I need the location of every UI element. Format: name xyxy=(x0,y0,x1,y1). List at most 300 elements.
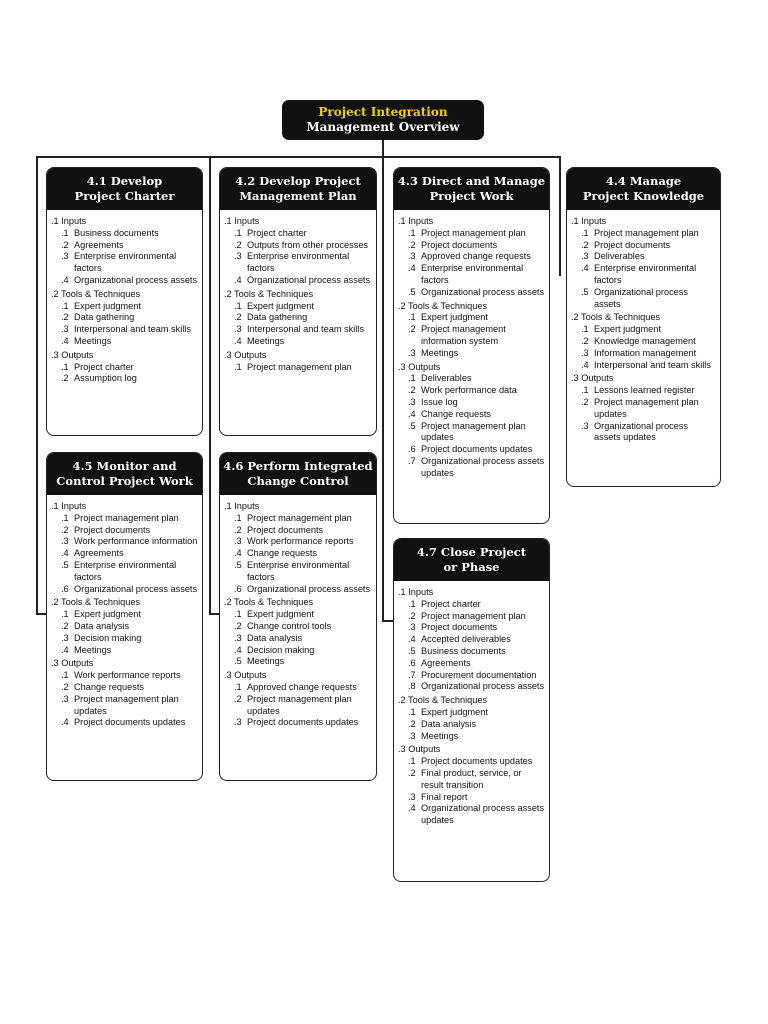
list-item xyxy=(224,536,372,548)
item-text: Change requests xyxy=(421,408,491,419)
list-item xyxy=(398,228,545,240)
list-item xyxy=(398,421,545,445)
item-number: .3 xyxy=(408,251,416,262)
list-item xyxy=(51,645,198,657)
item-number: .4 xyxy=(581,263,589,274)
section-label: .1 Inputs xyxy=(398,216,434,226)
list-item xyxy=(224,548,372,560)
item-number: .1 xyxy=(234,227,242,238)
item-number: .2 xyxy=(408,610,416,621)
item-text: Project documents updates xyxy=(421,444,533,455)
process-section xyxy=(51,216,198,287)
process-header xyxy=(47,168,202,210)
list-item xyxy=(224,336,372,348)
item-number: .6 xyxy=(408,444,416,455)
item-text: Enterprise environmental factors xyxy=(247,559,350,582)
process-section xyxy=(398,587,545,693)
item-number: .4 xyxy=(61,548,69,559)
item-number: .3 xyxy=(61,632,69,643)
list-item xyxy=(51,682,198,694)
item-number: .2 xyxy=(581,396,589,407)
item-text: Project management plan xyxy=(247,361,352,372)
list-item xyxy=(224,513,372,525)
process-section xyxy=(224,501,372,595)
item-number: .6 xyxy=(408,657,416,668)
process-card-4-4 xyxy=(566,167,721,487)
item-number: .5 xyxy=(234,656,242,667)
process-section xyxy=(224,216,372,287)
item-text: Organizational process assets xyxy=(74,583,198,594)
list-item xyxy=(571,240,716,252)
item-text: Organizational process assets xyxy=(594,286,688,309)
list-item xyxy=(51,536,198,548)
item-text: Expert judgment xyxy=(421,312,488,323)
item-number: .4 xyxy=(408,408,416,419)
item-text: Approved change requests xyxy=(421,251,531,262)
section-label: .1 Inputs xyxy=(398,587,434,597)
item-text: Project documents xyxy=(421,239,498,250)
item-number: .1 xyxy=(234,609,242,620)
list-item xyxy=(398,792,545,804)
item-number: .2 xyxy=(581,239,589,250)
item-text: Meetings xyxy=(247,335,285,346)
list-item xyxy=(398,756,545,768)
process-title-line: 4.3 Direct and Manage xyxy=(397,174,546,188)
item-number: .4 xyxy=(234,335,242,346)
item-text: Final report xyxy=(421,791,468,802)
section-label: .3 Outputs xyxy=(51,658,94,669)
connector-center-trunk xyxy=(382,156,384,621)
item-number: .1 xyxy=(234,512,242,523)
item-number: .2 xyxy=(234,693,242,704)
list-item xyxy=(398,707,545,719)
item-number: .3 xyxy=(61,324,69,335)
process-section xyxy=(51,597,198,656)
process-title-line: 4.2 Develop Project xyxy=(235,174,361,188)
item-text: Organizational process assets xyxy=(74,274,198,285)
item-number: .2 xyxy=(61,620,69,631)
item-text: Enterprise environmental factors xyxy=(74,559,177,582)
list-item xyxy=(571,421,716,445)
item-number: .3 xyxy=(408,347,416,358)
item-number: .1 xyxy=(408,598,416,609)
list-item xyxy=(398,263,545,287)
process-header xyxy=(394,539,549,581)
process-section xyxy=(51,658,198,729)
item-text: Organizational process assets xyxy=(421,681,545,692)
list-item xyxy=(51,336,198,348)
title-line-1: Project Integration xyxy=(318,105,448,119)
item-text: Decision making xyxy=(247,644,315,655)
list-item xyxy=(398,385,545,397)
item-number: .2 xyxy=(408,385,416,396)
item-text: Data analysis xyxy=(421,718,477,729)
process-section xyxy=(398,301,545,360)
connector-horizontal-bar xyxy=(36,156,560,158)
process-title-line: 4.4 Manage xyxy=(605,174,682,188)
section-label: .1 Inputs xyxy=(51,216,87,226)
list-item xyxy=(51,373,198,385)
item-text: Project management plan updates xyxy=(247,693,352,716)
list-item xyxy=(398,622,545,634)
item-number: .1 xyxy=(581,324,589,335)
item-number: .8 xyxy=(408,681,416,692)
item-text: Project charter xyxy=(247,227,307,238)
item-number: .2 xyxy=(581,335,589,346)
item-text: Issue log xyxy=(421,396,458,407)
item-text: Meetings xyxy=(421,347,459,358)
item-text: Business documents xyxy=(421,645,506,656)
item-number: .5 xyxy=(234,559,242,570)
process-title-line: 4.5 Monitor and xyxy=(72,459,177,473)
process-card-4-6 xyxy=(219,452,377,781)
diagram-title-box xyxy=(282,100,484,140)
list-item xyxy=(398,658,545,670)
item-text: Organizational process assets updates xyxy=(421,455,545,478)
process-card-4-7 xyxy=(393,538,550,882)
item-number: .1 xyxy=(61,361,69,372)
process-title-line: Change Control xyxy=(247,474,349,488)
list-item xyxy=(224,251,372,275)
section-label: .1 Inputs xyxy=(51,501,87,511)
item-number: .1 xyxy=(234,361,242,372)
item-text: Agreements xyxy=(74,548,124,559)
item-number: .2 xyxy=(408,718,416,729)
list-item xyxy=(224,656,372,668)
process-title-line: or Phase xyxy=(443,560,500,574)
item-number: .4 xyxy=(61,335,69,346)
item-number: .4 xyxy=(61,644,69,655)
list-item xyxy=(51,621,198,633)
item-number: .2 xyxy=(61,524,69,535)
item-number: .1 xyxy=(234,681,242,692)
list-item xyxy=(398,731,545,743)
list-item xyxy=(224,324,372,336)
item-number: .2 xyxy=(408,239,416,250)
process-body xyxy=(567,210,720,448)
item-number: .1 xyxy=(408,312,416,323)
process-section xyxy=(398,216,545,299)
item-number: .2 xyxy=(61,239,69,250)
item-number: .2 xyxy=(234,239,242,250)
item-number: .2 xyxy=(61,312,69,323)
item-number: .2 xyxy=(408,767,416,778)
section-label: .2 Tools & Techniques xyxy=(571,312,661,323)
list-item xyxy=(51,240,198,252)
process-section xyxy=(224,597,372,668)
item-text: Enterprise environmental factors xyxy=(247,251,350,274)
section-label: .2 Tools & Techniques xyxy=(51,288,141,299)
section-label: .1 Inputs xyxy=(224,501,260,511)
list-item xyxy=(571,263,716,287)
item-text: Project documents updates xyxy=(247,717,359,728)
item-number: .4 xyxy=(408,803,416,814)
item-text: Project management plan updates xyxy=(74,693,179,716)
item-text: Data gathering xyxy=(74,312,135,323)
item-number: .3 xyxy=(234,536,242,547)
process-title-line: Project Knowledge xyxy=(582,189,705,203)
process-title-line: 4.1 Develop xyxy=(86,174,163,188)
list-item xyxy=(51,251,198,275)
item-text: Work performance information xyxy=(74,536,198,547)
process-body xyxy=(394,210,549,484)
item-text: Business documents xyxy=(74,227,159,238)
process-section xyxy=(398,695,545,742)
section-label: .2 Tools & Techniques xyxy=(224,288,314,299)
item-text: Approved change requests xyxy=(247,681,357,692)
item-text: Meetings xyxy=(74,644,112,655)
list-item xyxy=(571,228,716,240)
list-item xyxy=(398,324,545,348)
list-item xyxy=(51,312,198,324)
item-text: Project documents updates xyxy=(74,717,186,728)
item-text: Project documents xyxy=(247,524,324,535)
item-text: Meetings xyxy=(421,730,459,741)
section-label: .3 Outputs xyxy=(571,373,614,384)
section-label: .2 Tools & Techniques xyxy=(398,695,488,706)
item-text: Project documents xyxy=(421,622,498,633)
list-item xyxy=(51,560,198,584)
process-title-line: 4.7 Close Project xyxy=(416,545,527,559)
item-number: .1 xyxy=(61,300,69,311)
item-text: Organizational process assets updates xyxy=(594,420,688,443)
item-number: .3 xyxy=(581,347,589,358)
item-number: .3 xyxy=(581,420,589,431)
item-number: .4 xyxy=(234,548,242,559)
list-item xyxy=(571,324,716,336)
list-item xyxy=(224,633,372,645)
item-number: .3 xyxy=(408,730,416,741)
list-item xyxy=(224,694,372,718)
item-number: .3 xyxy=(581,251,589,262)
process-section xyxy=(51,289,198,348)
item-number: .1 xyxy=(61,512,69,523)
section-label: .3 Outputs xyxy=(224,349,267,360)
process-header xyxy=(47,453,202,495)
item-text: Project documents updates xyxy=(421,756,533,767)
list-item xyxy=(398,634,545,646)
list-item xyxy=(398,681,545,693)
item-number: .3 xyxy=(61,693,69,704)
connector-mid-trunk xyxy=(209,156,211,614)
item-text: Project management plan xyxy=(421,227,526,238)
list-item xyxy=(398,444,545,456)
list-item xyxy=(51,717,198,729)
item-number: .1 xyxy=(408,227,416,238)
item-text: Project charter xyxy=(74,361,134,372)
list-item xyxy=(398,397,545,409)
list-item xyxy=(224,275,372,287)
item-number: .4 xyxy=(61,274,69,285)
list-item xyxy=(51,548,198,560)
process-title-line: Project Charter xyxy=(74,189,175,203)
item-text: Organizational process assets xyxy=(421,286,545,297)
item-text: Change requests xyxy=(247,548,317,559)
process-body xyxy=(394,581,549,831)
title-line-2: Management Overview xyxy=(306,120,460,134)
item-text: Enterprise environmental factors xyxy=(594,263,697,285)
list-item xyxy=(224,362,372,374)
item-number: .1 xyxy=(408,373,416,384)
item-number: .5 xyxy=(581,286,589,297)
section-label: .1 Inputs xyxy=(571,216,607,226)
item-text: Work performance reports xyxy=(247,536,354,547)
list-item xyxy=(51,525,198,537)
process-title-line: Control Project Work xyxy=(56,474,193,488)
list-item xyxy=(398,611,545,623)
item-number: .3 xyxy=(408,791,416,802)
process-section xyxy=(51,350,198,385)
item-text: Organizational process assets xyxy=(247,583,371,594)
process-body xyxy=(47,495,202,733)
list-item xyxy=(224,609,372,621)
process-card-4-3 xyxy=(393,167,550,524)
item-text: Organizational process assets xyxy=(247,274,371,285)
item-text: Lessons learned register xyxy=(594,385,695,396)
process-section xyxy=(51,501,198,595)
item-number: .3 xyxy=(234,251,242,262)
list-item xyxy=(571,336,716,348)
item-text: Enterprise environmental factors xyxy=(421,263,524,285)
item-number: .4 xyxy=(408,263,416,274)
list-item xyxy=(571,385,716,397)
item-number: .2 xyxy=(234,312,242,323)
list-item xyxy=(51,362,198,374)
process-section xyxy=(571,373,716,444)
list-item xyxy=(571,348,716,360)
list-item xyxy=(398,348,545,360)
list-item xyxy=(224,560,372,584)
item-number: .2 xyxy=(234,524,242,535)
list-item xyxy=(51,609,198,621)
item-number: .4 xyxy=(408,634,416,645)
process-body xyxy=(47,210,202,389)
list-item xyxy=(571,287,716,311)
item-text: Data analysis xyxy=(74,620,130,631)
process-section xyxy=(224,670,372,729)
item-number: .3 xyxy=(234,324,242,335)
list-item xyxy=(224,584,372,596)
item-number: .6 xyxy=(61,583,69,594)
connector-title-stem xyxy=(382,140,384,156)
list-item xyxy=(398,719,545,731)
item-text: Procurement documentation xyxy=(421,669,537,680)
list-item xyxy=(571,251,716,263)
item-text: Interpersonal and team skills xyxy=(74,324,191,335)
item-number: .1 xyxy=(408,706,416,717)
item-text: Project management plan xyxy=(247,512,352,523)
item-number: .1 xyxy=(234,300,242,311)
item-text: Accepted deliverables xyxy=(421,634,511,645)
item-number: .5 xyxy=(408,420,416,431)
process-card-4-5 xyxy=(46,452,203,781)
process-title-line: Project Work xyxy=(429,189,514,203)
list-item xyxy=(51,694,198,718)
item-text: Work performance reports xyxy=(74,670,181,681)
item-number: .5 xyxy=(408,645,416,656)
list-item xyxy=(398,803,545,827)
item-text: Project management plan xyxy=(421,610,526,621)
item-number: .1 xyxy=(61,609,69,620)
list-item xyxy=(224,621,372,633)
process-section xyxy=(571,312,716,371)
item-text: Data gathering xyxy=(247,312,308,323)
list-item xyxy=(51,228,198,240)
item-text: Interpersonal and team skills xyxy=(247,324,364,335)
list-item xyxy=(51,301,198,313)
list-item xyxy=(398,251,545,263)
item-text: Data analysis xyxy=(247,632,303,643)
item-number: .5 xyxy=(61,559,69,570)
item-number: .1 xyxy=(581,385,589,396)
item-text: Deliverables xyxy=(421,373,472,384)
item-number: .3 xyxy=(61,251,69,262)
list-item xyxy=(398,409,545,421)
list-item xyxy=(398,373,545,385)
process-header xyxy=(567,168,720,210)
item-text: Work performance data xyxy=(421,385,517,396)
item-text: Project documents xyxy=(594,239,671,250)
list-item xyxy=(51,633,198,645)
list-item xyxy=(398,768,545,792)
list-item xyxy=(224,525,372,537)
item-text: Project management plan xyxy=(74,512,179,523)
list-item xyxy=(398,312,545,324)
item-text: Expert judgment xyxy=(247,609,314,620)
item-text: Project management information system xyxy=(421,324,506,346)
item-number: .3 xyxy=(408,396,416,407)
item-number: .2 xyxy=(408,324,416,335)
connector-left-trunk xyxy=(36,156,38,614)
item-text: Project management plan updates xyxy=(421,420,526,443)
list-item xyxy=(51,275,198,287)
list-item xyxy=(398,240,545,252)
item-text: Project charter xyxy=(421,598,481,609)
item-number: .1 xyxy=(61,670,69,681)
item-text: Expert judgment xyxy=(74,300,141,311)
item-number: .2 xyxy=(234,620,242,631)
item-text: Agreements xyxy=(74,239,124,250)
process-title-line: Management Plan xyxy=(239,189,357,203)
process-body xyxy=(220,495,376,733)
item-number: .3 xyxy=(234,632,242,643)
list-item xyxy=(224,682,372,694)
item-number: .2 xyxy=(61,373,69,384)
item-text: Project documents xyxy=(74,524,151,535)
process-card-4-2 xyxy=(219,167,377,436)
item-text: Expert judgment xyxy=(421,706,488,717)
item-text: Final product, service, or result transition xyxy=(421,767,522,790)
list-item xyxy=(398,287,545,299)
item-text: Knowledge management xyxy=(594,335,696,346)
item-text: Meetings xyxy=(74,335,112,346)
list-item xyxy=(51,513,198,525)
item-text: Interpersonal and team skills xyxy=(594,359,711,370)
item-number: .2 xyxy=(61,681,69,692)
item-text: Project management plan updates xyxy=(594,396,699,419)
section-label: .1 Inputs xyxy=(224,216,260,226)
list-item xyxy=(224,240,372,252)
item-number: .1 xyxy=(581,227,589,238)
item-text: Information management xyxy=(594,347,697,358)
list-item xyxy=(51,324,198,336)
process-section xyxy=(571,216,716,310)
process-section xyxy=(398,362,545,480)
item-number: .3 xyxy=(234,717,242,728)
list-item xyxy=(398,599,545,611)
section-label: .3 Outputs xyxy=(398,361,441,372)
item-text: Deliverables xyxy=(594,251,645,262)
